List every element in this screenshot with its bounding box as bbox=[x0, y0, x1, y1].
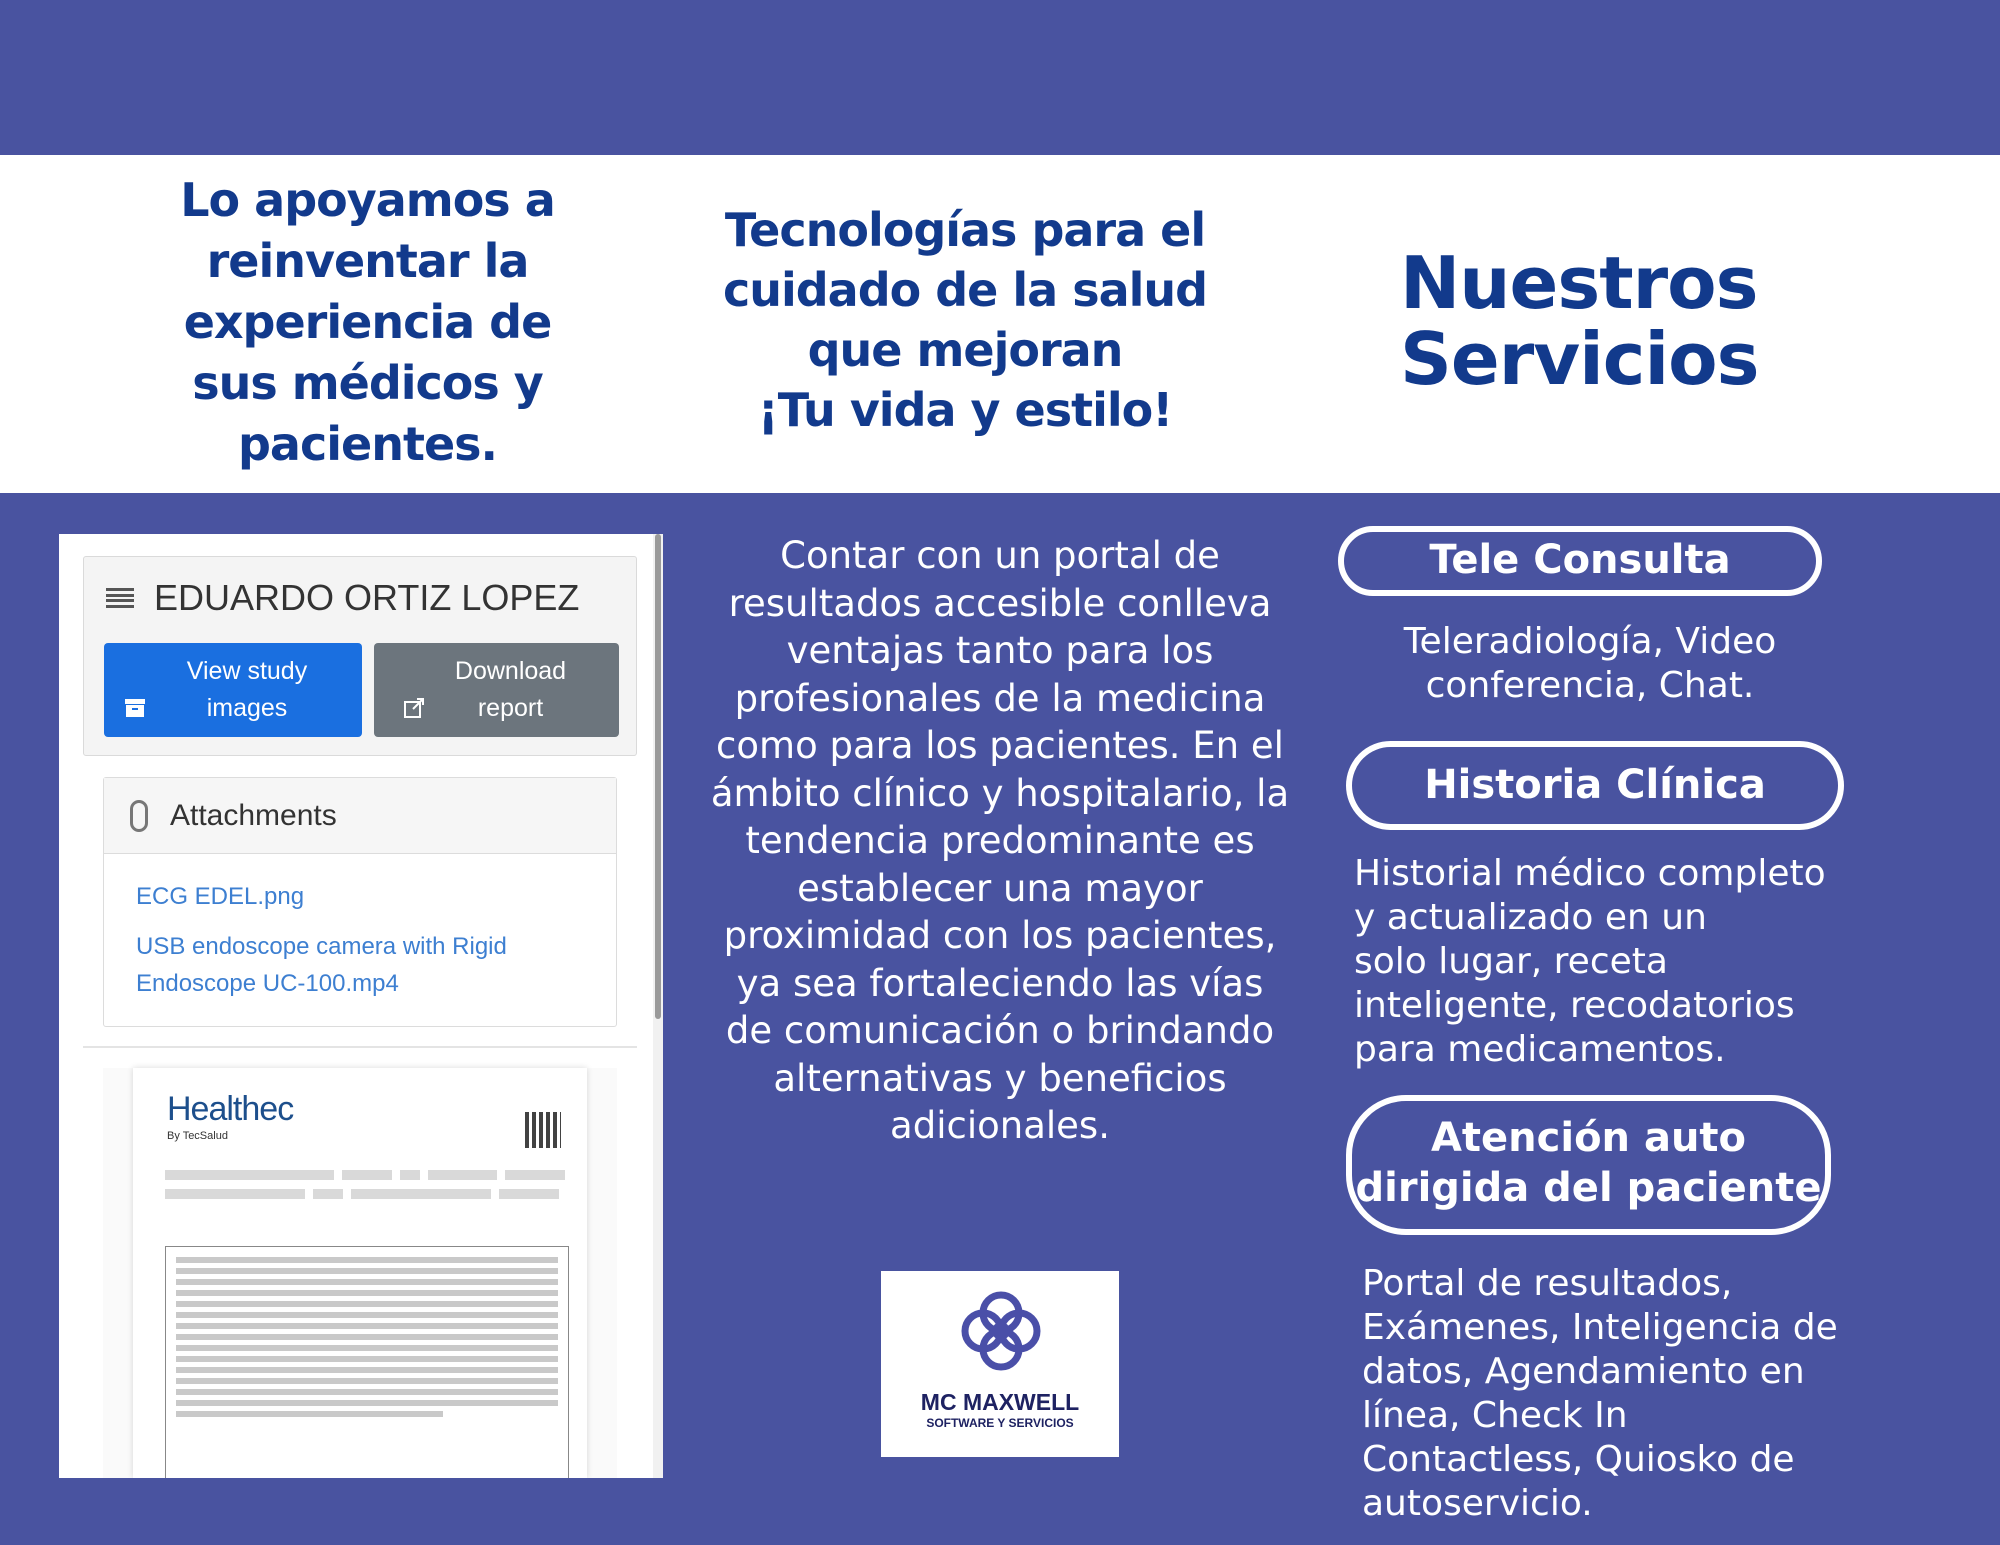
report-page bbox=[133, 1068, 587, 1478]
patient-name: EDUARDO ORTIZ LOPEZ bbox=[154, 577, 580, 618]
scrollbar-thumb[interactable] bbox=[655, 534, 661, 1019]
scrollbar[interactable] bbox=[653, 534, 663, 1478]
view-study-images-button[interactable] bbox=[104, 643, 362, 737]
company-name: MC MAXWELL bbox=[920, 1389, 1080, 1415]
flower-logo-icon bbox=[957, 1287, 1045, 1375]
download-report-label: Download report bbox=[454, 657, 567, 722]
attachment-link[interactable]: USB endoscope camera with Rigid Endoscope UC-100.mp4 bbox=[136, 933, 507, 997]
attachments-title: Attachments bbox=[170, 798, 337, 832]
company-tagline: SOFTWARE Y SERVICIOS bbox=[926, 1416, 1074, 1430]
attachments-card bbox=[103, 777, 617, 1027]
healthec-logo: Healthec bbox=[167, 1090, 294, 1128]
portal-description: Contar con un portal de resultados accesible conlleva ventajas tanto para los profesionales de la medicina como para los pacientes. En el ámbito clínico y hospitalario, la tendencia predominante es establecer una mayor proximidad con los pacientes, ya sea fortaleciendo las vías de comunicación o brindando alternativas y beneficios adicionales. bbox=[710, 534, 1290, 1147]
portal-screenshot bbox=[59, 534, 663, 1478]
company-logo bbox=[881, 1271, 1119, 1457]
service-atencion-auto: Atención auto dirigida del paciente bbox=[1346, 1095, 1831, 1235]
healthec-byline: By TecSalud bbox=[167, 1130, 228, 1142]
service-historia-clinica-text: Historial médico completo y actualizado en un solo lugar, receta inteligente, recodatorios para medicamentos. bbox=[1354, 853, 1826, 1070]
qr-code-icon bbox=[525, 1112, 561, 1148]
patient-card bbox=[83, 556, 637, 756]
top-band bbox=[0, 0, 2000, 155]
menu-icon[interactable] bbox=[106, 588, 134, 608]
service-historia-clinica: Historia Clínica bbox=[1346, 741, 1844, 830]
service-atencion-auto-text: Portal de resultados, Exámenes, Inteligencia de datos, Agendamiento en línea, Check In Contactless, Quiosko de autoservicio. bbox=[1362, 1263, 1838, 1524]
headline-middle: Tecnologías para el cuidado de la salud que mejoran ¡Tu vida y estilo! bbox=[722, 203, 1208, 437]
service-tele-consulta-text: Teleradiología, Video conferencia, Chat. bbox=[1403, 621, 1777, 706]
download-report-button[interactable] bbox=[374, 643, 619, 737]
divider bbox=[83, 1046, 637, 1048]
service-tele-consulta: Tele Consulta bbox=[1338, 526, 1822, 596]
external-link-icon bbox=[403, 698, 425, 718]
report-header-table bbox=[165, 1170, 565, 1227]
report-body bbox=[165, 1246, 569, 1478]
view-study-images-label: View study images bbox=[186, 657, 308, 722]
archive-icon bbox=[124, 698, 146, 718]
headline-left: Lo apoyamos a reinventar la experiencia de sus médicos y pacientes. bbox=[180, 173, 555, 471]
headline-services: Nuestros Servicios bbox=[1400, 241, 1759, 401]
report-preview bbox=[103, 1068, 617, 1478]
paperclip-icon bbox=[130, 800, 148, 832]
attachment-link[interactable]: ECG EDEL.png bbox=[136, 883, 305, 910]
